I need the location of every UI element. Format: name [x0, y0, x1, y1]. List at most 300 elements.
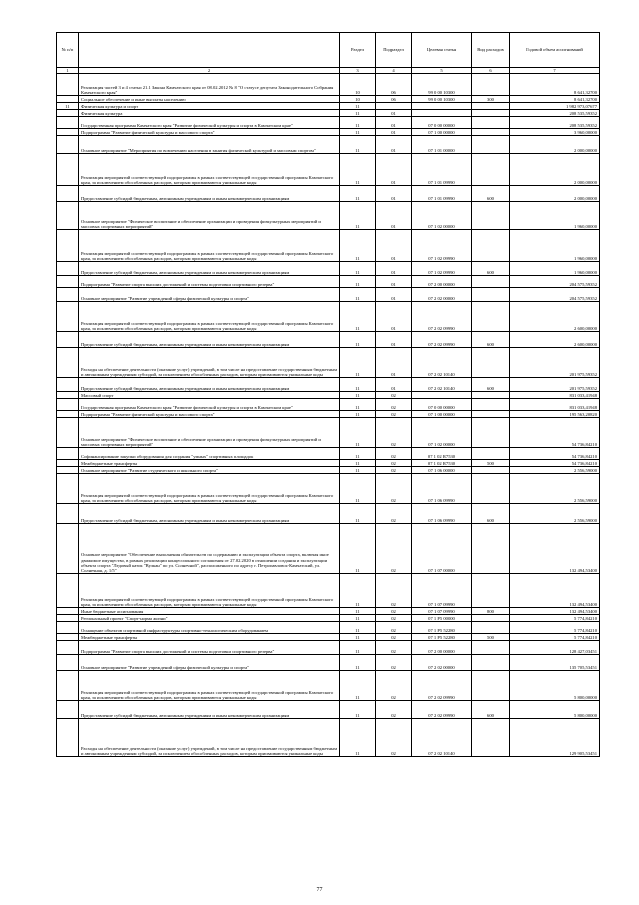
row-amount: 5 800,00000: [510, 671, 600, 701]
row-target-article: 07 1 Р5 52280: [412, 622, 472, 634]
row-podrazdel: 01: [376, 136, 412, 154]
row-name: Межбюджетные трансферты: [79, 634, 340, 641]
row-razdel: 11: [340, 399, 376, 411]
table-row: [57, 302, 600, 332]
row-amount: 195 563,20820: [510, 411, 600, 418]
row-number: [57, 460, 79, 467]
row-target-article: 07 1 01 09990: [412, 186, 472, 202]
row-expense-type: [472, 574, 510, 608]
table-row: [57, 392, 600, 399]
row-podrazdel: 01: [376, 262, 412, 276]
row-razdel: 11: [340, 262, 376, 276]
row-podrazdel: 02: [376, 615, 412, 622]
table-row: [57, 103, 600, 110]
row-razdel: 11: [340, 411, 376, 418]
row-target-article: 07 1 07 00000: [412, 524, 472, 574]
row-target-article: 07 1 02 09990: [412, 230, 472, 262]
row-podrazdel: 01: [376, 302, 412, 332]
row-target-article: 07 2 02 09990: [412, 302, 472, 332]
row-expense-type: [472, 117, 510, 129]
row-number: [57, 467, 79, 474]
row-amount: 831 033,41948: [510, 399, 600, 411]
row-amount: 2 000,00000: [510, 186, 600, 202]
row-target-article: 07 2 02 09990: [412, 701, 472, 719]
row-target-article: 07 1 01 09990: [412, 154, 472, 186]
row-podrazdel: 02: [376, 399, 412, 411]
row-target-article: 07 2 02 10140: [412, 378, 472, 392]
row-target-article: 07 1 06 09990: [412, 504, 472, 524]
table-row: [57, 671, 600, 701]
row-number: [57, 110, 79, 117]
row-razdel: 11: [340, 467, 376, 474]
row-razdel: 11: [340, 154, 376, 186]
row-name: Реализация мероприятий соответствующей подпрограммы в рамках соответствующей государственной программы Камчатского края, за исключением обособленных расходов, которым присваиваются уникальные коды: [79, 574, 340, 608]
row-amount: 2 000,00000: [510, 154, 600, 186]
row-amount: 208 535,59352: [510, 110, 600, 117]
row-name: Основное мероприятие "Физическое воспитание и обеспечение организации и проведения физкультурных мероприятий и массовых спортивных мероприятий": [79, 202, 340, 230]
row-target-article: 07 1 06 09990: [412, 474, 472, 504]
row-target-article: 07 1 02 09990: [412, 262, 472, 276]
row-expense-type: [472, 103, 510, 110]
table-row: [57, 524, 600, 574]
row-amount: 831 033,41948: [510, 392, 600, 399]
table-row: [57, 504, 600, 524]
row-razdel: 11: [340, 622, 376, 634]
row-number: [57, 392, 79, 399]
table-row: [57, 701, 600, 719]
row-amount: 201 975,59352: [510, 348, 600, 378]
row-target-article: 07 1 07 09990: [412, 608, 472, 615]
row-target-article: 07 1 00 00000: [412, 411, 472, 418]
table-row: [57, 202, 600, 230]
row-number: [57, 448, 79, 460]
row-razdel: 11: [340, 608, 376, 615]
header-expense-type: Вид расходов: [472, 33, 510, 68]
row-podrazdel: 02: [376, 448, 412, 460]
row-razdel: 11: [340, 186, 376, 202]
row-target-article: 07 1 07 09990: [412, 574, 472, 608]
row-target-article: 07 1 Р5 00000: [412, 615, 472, 622]
row-name: Основное мероприятие "Физическое воспитание и обеспечение организации и проведения физкультурных мероприятий и массовых спортивных мероприятий": [79, 418, 340, 448]
row-amount: 2 600,00000: [510, 302, 600, 332]
row-razdel: 11: [340, 701, 376, 719]
header-name: [79, 33, 340, 68]
row-target-article: 07 2 00 00000: [412, 276, 472, 288]
row-razdel: 11: [340, 378, 376, 392]
row-razdel: 11: [340, 129, 376, 136]
header-num: № п/п: [57, 33, 79, 68]
row-expense-type: [472, 348, 510, 378]
table-row: [57, 96, 600, 103]
row-razdel: 11: [340, 302, 376, 332]
row-number: [57, 634, 79, 641]
row-number: [57, 608, 79, 615]
row-razdel: 11: [340, 574, 376, 608]
row-razdel: 11: [340, 448, 376, 460]
row-name: Основное мероприятие "Развитие учреждений сферы физической культуры и спорта": [79, 655, 340, 671]
row-amount: 132 494,53400: [510, 608, 600, 615]
row-expense-type: [472, 719, 510, 757]
row-number: [57, 136, 79, 154]
row-name: Реализация мероприятий соответствующей подпрограммы в рамках соответствующей государственной программы Камчатского края, за исключением обособленных расходов, которым присваиваются уникальные коды: [79, 474, 340, 504]
row-expense-type: [472, 411, 510, 418]
row-amount: 1 960,00000: [510, 230, 600, 262]
row-target-article: 07 1 02 R7530: [412, 460, 472, 467]
row-podrazdel: 02: [376, 719, 412, 757]
row-amount: 132 494,53400: [510, 524, 600, 574]
row-name: Предоставление субсидий бюджетным, автономным учреждениям и иным некоммерческим организациям: [79, 504, 340, 524]
row-razdel: 10: [340, 96, 376, 103]
row-expense-type: [472, 288, 510, 302]
table-row: [57, 136, 600, 154]
row-podrazdel: 02: [376, 671, 412, 701]
page-number: 77: [316, 887, 323, 893]
row-expense-type: 600: [472, 332, 510, 348]
row-target-article: [412, 392, 472, 399]
table-row: [57, 641, 600, 655]
row-podrazdel: 02: [376, 411, 412, 418]
row-expense-type: 800: [472, 608, 510, 615]
row-podrazdel: 01: [376, 288, 412, 302]
row-number: [57, 671, 79, 701]
row-amount: 5 800,00000: [510, 701, 600, 719]
row-target-article: 07 2 02 00000: [412, 288, 472, 302]
row-podrazdel: [376, 103, 412, 110]
table-row: [57, 332, 600, 348]
row-number: [57, 615, 79, 622]
row-number: [57, 129, 79, 136]
row-name: Реализация мероприятий соответствующей подпрограммы в рамках соответствующей государственной программы Камчатского края, за исключением обособленных расходов, которым присваиваются уникальные коды: [79, 154, 340, 186]
row-target-article: 07 1 06 00000: [412, 467, 472, 474]
row-target-article: 07 1 00 00000: [412, 129, 472, 136]
row-amount: 54 736,84210: [510, 448, 600, 460]
row-expense-type: [472, 136, 510, 154]
row-number: [57, 574, 79, 608]
row-podrazdel: 02: [376, 622, 412, 634]
row-expense-type: [472, 202, 510, 230]
row-podrazdel: 01: [376, 129, 412, 136]
row-number: [57, 655, 79, 671]
table-row: [57, 186, 600, 202]
row-amount: 54 736,84210: [510, 418, 600, 448]
row-podrazdel: 02: [376, 608, 412, 615]
row-target-article: 99 0 00 10300: [412, 74, 472, 96]
header-podrazdel: Подраздел: [376, 33, 412, 68]
row-razdel: 11: [340, 671, 376, 701]
row-amount: 1 982 973,07677: [510, 103, 600, 110]
row-podrazdel: 02: [376, 460, 412, 467]
row-podrazdel: 02: [376, 655, 412, 671]
table-row: [57, 418, 600, 448]
row-podrazdel: 01: [376, 332, 412, 348]
row-name: Основное мероприятие "Развитие учреждений сферы физической культуры и спорта": [79, 288, 340, 302]
row-number: [57, 332, 79, 348]
row-target-article: 07 2 02 09990: [412, 332, 472, 348]
row-name: Предоставление субсидий бюджетным, автономным учреждениям и иным некоммерческим организациям: [79, 332, 340, 348]
header-row: [57, 33, 600, 68]
row-name: Расходы на обеспечение деятельности (оказание услуг) учреждений, в том числе на предоставление государственным бюджетным и автономным учреждениям субсидий, за исключением обособленных расходов, которым присваиваются уникальные коды: [79, 719, 340, 757]
row-podrazdel: 02: [376, 392, 412, 399]
row-expense-type: [472, 399, 510, 411]
row-target-article: 99 0 00 10300: [412, 96, 472, 103]
row-number: [57, 378, 79, 392]
row-podrazdel: 02: [376, 504, 412, 524]
row-number: [57, 276, 79, 288]
row-expense-type: 600: [472, 701, 510, 719]
row-number: [57, 418, 79, 448]
row-expense-type: [472, 524, 510, 574]
row-razdel: 11: [340, 719, 376, 757]
row-number: [57, 641, 79, 655]
table-body: [57, 74, 600, 757]
table-row: [57, 399, 600, 411]
row-name: Массовый спорт: [79, 392, 340, 399]
row-podrazdel: 02: [376, 418, 412, 448]
table-row: [57, 719, 600, 757]
row-amount: 208 535,59352: [510, 117, 600, 129]
row-number: [57, 719, 79, 757]
row-target-article: 07 0 00 00000: [412, 399, 472, 411]
row-name: Физическая культура: [79, 110, 340, 117]
row-razdel: 11: [340, 655, 376, 671]
row-name: Иные бюджетные ассигнования: [79, 608, 340, 615]
row-name: Расходы на обеспечение деятельности (оказание услуг) учреждений, в том числе на предоставление государственным бюджетным и автономным учреждениям субсидий, за исключением обособленных расходов, которым присваиваются уникальные коды: [79, 348, 340, 378]
row-number: [57, 288, 79, 302]
row-expense-type: [472, 474, 510, 504]
table-row: [57, 655, 600, 671]
header-annual-amount: Годовой объем ассигнований: [510, 33, 600, 68]
index-cell: 2: [79, 68, 340, 74]
row-number: [57, 524, 79, 574]
row-number: [57, 202, 79, 230]
row-razdel: 11: [340, 230, 376, 262]
row-name: Подпрограмма "Развитие физической культуры и массового спорта": [79, 129, 340, 136]
row-razdel: 11: [340, 504, 376, 524]
document-sheet: [56, 32, 599, 757]
row-expense-type: [472, 129, 510, 136]
row-expense-type: [472, 671, 510, 701]
row-amount: 132 494,53400: [510, 574, 600, 608]
table-row: [57, 129, 600, 136]
row-podrazdel: 02: [376, 474, 412, 504]
row-amount: 204 575,59352: [510, 276, 600, 288]
row-name: Предоставление субсидий бюджетным, автономным учреждениям и иным некоммерческим организациям: [79, 701, 340, 719]
row-name: Предоставление субсидий бюджетным, автономным учреждениям и иным некоммерческим организациям: [79, 186, 340, 202]
row-target-article: [412, 103, 472, 110]
row-target-article: 07 0 00 00000: [412, 117, 472, 129]
row-razdel: 11: [340, 418, 376, 448]
row-razdel: 11: [340, 103, 376, 110]
row-podrazdel: 01: [376, 110, 412, 117]
row-expense-type: 600: [472, 262, 510, 276]
row-expense-type: 500: [472, 634, 510, 641]
row-name: Подпрограмма "Развитие спорта высших достижений и системы подготовки спортивного резерва": [79, 276, 340, 288]
row-target-article: 07 2 02 09990: [412, 671, 472, 701]
row-target-article: 07 2 02 10140: [412, 719, 472, 757]
table-row: [57, 411, 600, 418]
row-podrazdel: 01: [376, 154, 412, 186]
row-amount: 1 960,00000: [510, 202, 600, 230]
row-amount: 5 774,84210: [510, 615, 600, 622]
table-row: [57, 117, 600, 129]
table-row: [57, 474, 600, 504]
row-number: [57, 186, 79, 202]
row-name: Физическая культура и спорт: [79, 103, 340, 110]
row-number: [57, 230, 79, 262]
table-row: [57, 448, 600, 460]
row-expense-type: 300: [472, 96, 510, 103]
table-row: [57, 74, 600, 96]
table-row: [57, 460, 600, 467]
row-number: 11: [57, 103, 79, 110]
row-name: Реализация мероприятий соответствующей подпрограммы в рамках соответствующей государственной программы Камчатского края, за исключением обособленных расходов, которым присваиваются уникальные коды: [79, 302, 340, 332]
row-name: Государственная программа Камчатского края "Развитие физической культуры и спорта в Камчатском крае": [79, 399, 340, 411]
row-razdel: 11: [340, 634, 376, 641]
row-number: [57, 701, 79, 719]
table-row: [57, 262, 600, 276]
index-cell: 4: [376, 68, 412, 74]
table-row: [57, 348, 600, 378]
row-expense-type: [472, 448, 510, 460]
row-name: Реализация мероприятий соответствующей подпрограммы в рамках соответствующей государственной программы Камчатского края, за исключением обособленных расходов, которым присваиваются уникальные коды: [79, 671, 340, 701]
row-name: Предоставление субсидий бюджетным, автономным учреждениям и иным некоммерческим организациям: [79, 262, 340, 276]
row-amount: 8 641,32700: [510, 96, 600, 103]
row-expense-type: 600: [472, 186, 510, 202]
row-amount: 1 960,00000: [510, 262, 600, 276]
row-name: Основное мероприятие "Мероприятия по вовлечению населения в занятия физической культурой и массовым спортом": [79, 136, 340, 154]
row-expense-type: 500: [472, 460, 510, 467]
row-razdel: 11: [340, 110, 376, 117]
row-amount: 128 427,03451: [510, 641, 600, 655]
row-expense-type: [472, 302, 510, 332]
row-razdel: 11: [340, 117, 376, 129]
row-expense-type: [472, 74, 510, 96]
table-row: [57, 574, 600, 608]
row-amount: 8 641,32700: [510, 74, 600, 96]
table-row: [57, 622, 600, 634]
row-number: [57, 117, 79, 129]
row-number: [57, 348, 79, 378]
row-amount: 54 736,84210: [510, 460, 600, 467]
table-row: [57, 467, 600, 474]
table-row: [57, 378, 600, 392]
row-name: Региональный проект "Спорт-норма жизни": [79, 615, 340, 622]
row-target-article: [412, 110, 472, 117]
row-expense-type: [472, 622, 510, 634]
row-target-article: 07 2 02 00000: [412, 655, 472, 671]
row-amount: 2 556,59000: [510, 467, 600, 474]
row-razdel: 11: [340, 276, 376, 288]
row-razdel: 11: [340, 460, 376, 467]
row-podrazdel: 01: [376, 348, 412, 378]
row-razdel: 11: [340, 332, 376, 348]
row-name: Оснащение объектов спортивной инфраструктуры спортивно-технологическим оборудованием: [79, 622, 340, 634]
row-expense-type: [472, 154, 510, 186]
row-razdel: 11: [340, 136, 376, 154]
row-amount: 201 975,59352: [510, 378, 600, 392]
row-number: [57, 622, 79, 634]
index-cell: 5: [412, 68, 472, 74]
row-target-article: 07 1 01 00000: [412, 136, 472, 154]
row-target-article: 07 1 Р5 52280: [412, 634, 472, 641]
row-target-article: 07 1 02 00000: [412, 418, 472, 448]
row-podrazdel: 02: [376, 574, 412, 608]
row-expense-type: [472, 392, 510, 399]
index-cell: 6: [472, 68, 510, 74]
row-number: [57, 74, 79, 96]
row-name: Подпрограмма "Развитие физической культуры и массового спорта": [79, 411, 340, 418]
row-podrazdel: 01: [376, 117, 412, 129]
row-expense-type: [472, 276, 510, 288]
row-target-article: 07 2 02 10140: [412, 348, 472, 378]
row-number: [57, 474, 79, 504]
row-target-article: 07 1 02 00000: [412, 202, 472, 230]
table-row: [57, 288, 600, 302]
table-row: [57, 615, 600, 622]
row-expense-type: [472, 641, 510, 655]
row-razdel: 11: [340, 348, 376, 378]
row-expense-type: [472, 655, 510, 671]
row-razdel: 10: [340, 74, 376, 96]
row-expense-type: 600: [472, 504, 510, 524]
table-row: [57, 608, 600, 615]
row-amount: 204 575,59352: [510, 288, 600, 302]
row-razdel: 11: [340, 288, 376, 302]
row-name: Подпрограмма "Развитие спорта высших достижений и системы подготовки спортивного резерва": [79, 641, 340, 655]
budget-table: [56, 32, 600, 757]
row-amount: 129 905,53451: [510, 719, 600, 757]
row-name: Межбюджетные трансферты: [79, 460, 340, 467]
header-target-article: Целевая статья: [412, 33, 472, 68]
row-podrazdel: 02: [376, 524, 412, 574]
index-cell: 3: [340, 68, 376, 74]
row-number: [57, 154, 79, 186]
row-amount: 5 774,84210: [510, 634, 600, 641]
row-podrazdel: 01: [376, 186, 412, 202]
row-expense-type: [472, 467, 510, 474]
row-name: Реализация мероприятий соответствующей подпрограммы в рамках соответствующей государственной программы Камчатского края, за исключением обособленных расходов, которым присваиваются уникальные коды: [79, 230, 340, 262]
row-podrazdel: 02: [376, 634, 412, 641]
row-podrazdel: 01: [376, 276, 412, 288]
row-number: [57, 411, 79, 418]
row-number: [57, 96, 79, 103]
row-razdel: 11: [340, 524, 376, 574]
row-podrazdel: 02: [376, 641, 412, 655]
row-name: Государственная программа Камчатского края "Развитие физической культуры и спорта в Камчатском крае": [79, 117, 340, 129]
row-amount: 3 960,00000: [510, 129, 600, 136]
row-amount: 135 705,53451: [510, 655, 600, 671]
table-row: [57, 110, 600, 117]
row-expense-type: 600: [472, 378, 510, 392]
row-podrazdel: 01: [376, 378, 412, 392]
row-amount: 2 556,59000: [510, 504, 600, 524]
row-razdel: 11: [340, 615, 376, 622]
row-podrazdel: 02: [376, 467, 412, 474]
row-razdel: 11: [340, 474, 376, 504]
row-podrazdel: 06: [376, 96, 412, 103]
row-podrazdel: 01: [376, 230, 412, 262]
row-expense-type: [472, 615, 510, 622]
row-name: Социальное обеспечение и иные выплаты населению: [79, 96, 340, 103]
row-target-article: 07 2 00 00000: [412, 641, 472, 655]
row-name: Софинансирование закупки оборудования для создания "умных" спортивных площадок: [79, 448, 340, 460]
row-name: Основное мероприятие "Развитие студенческого и школьного спорта": [79, 467, 340, 474]
row-razdel: 11: [340, 202, 376, 230]
row-razdel: 11: [340, 641, 376, 655]
row-number: [57, 399, 79, 411]
table-row: [57, 230, 600, 262]
row-expense-type: [472, 418, 510, 448]
